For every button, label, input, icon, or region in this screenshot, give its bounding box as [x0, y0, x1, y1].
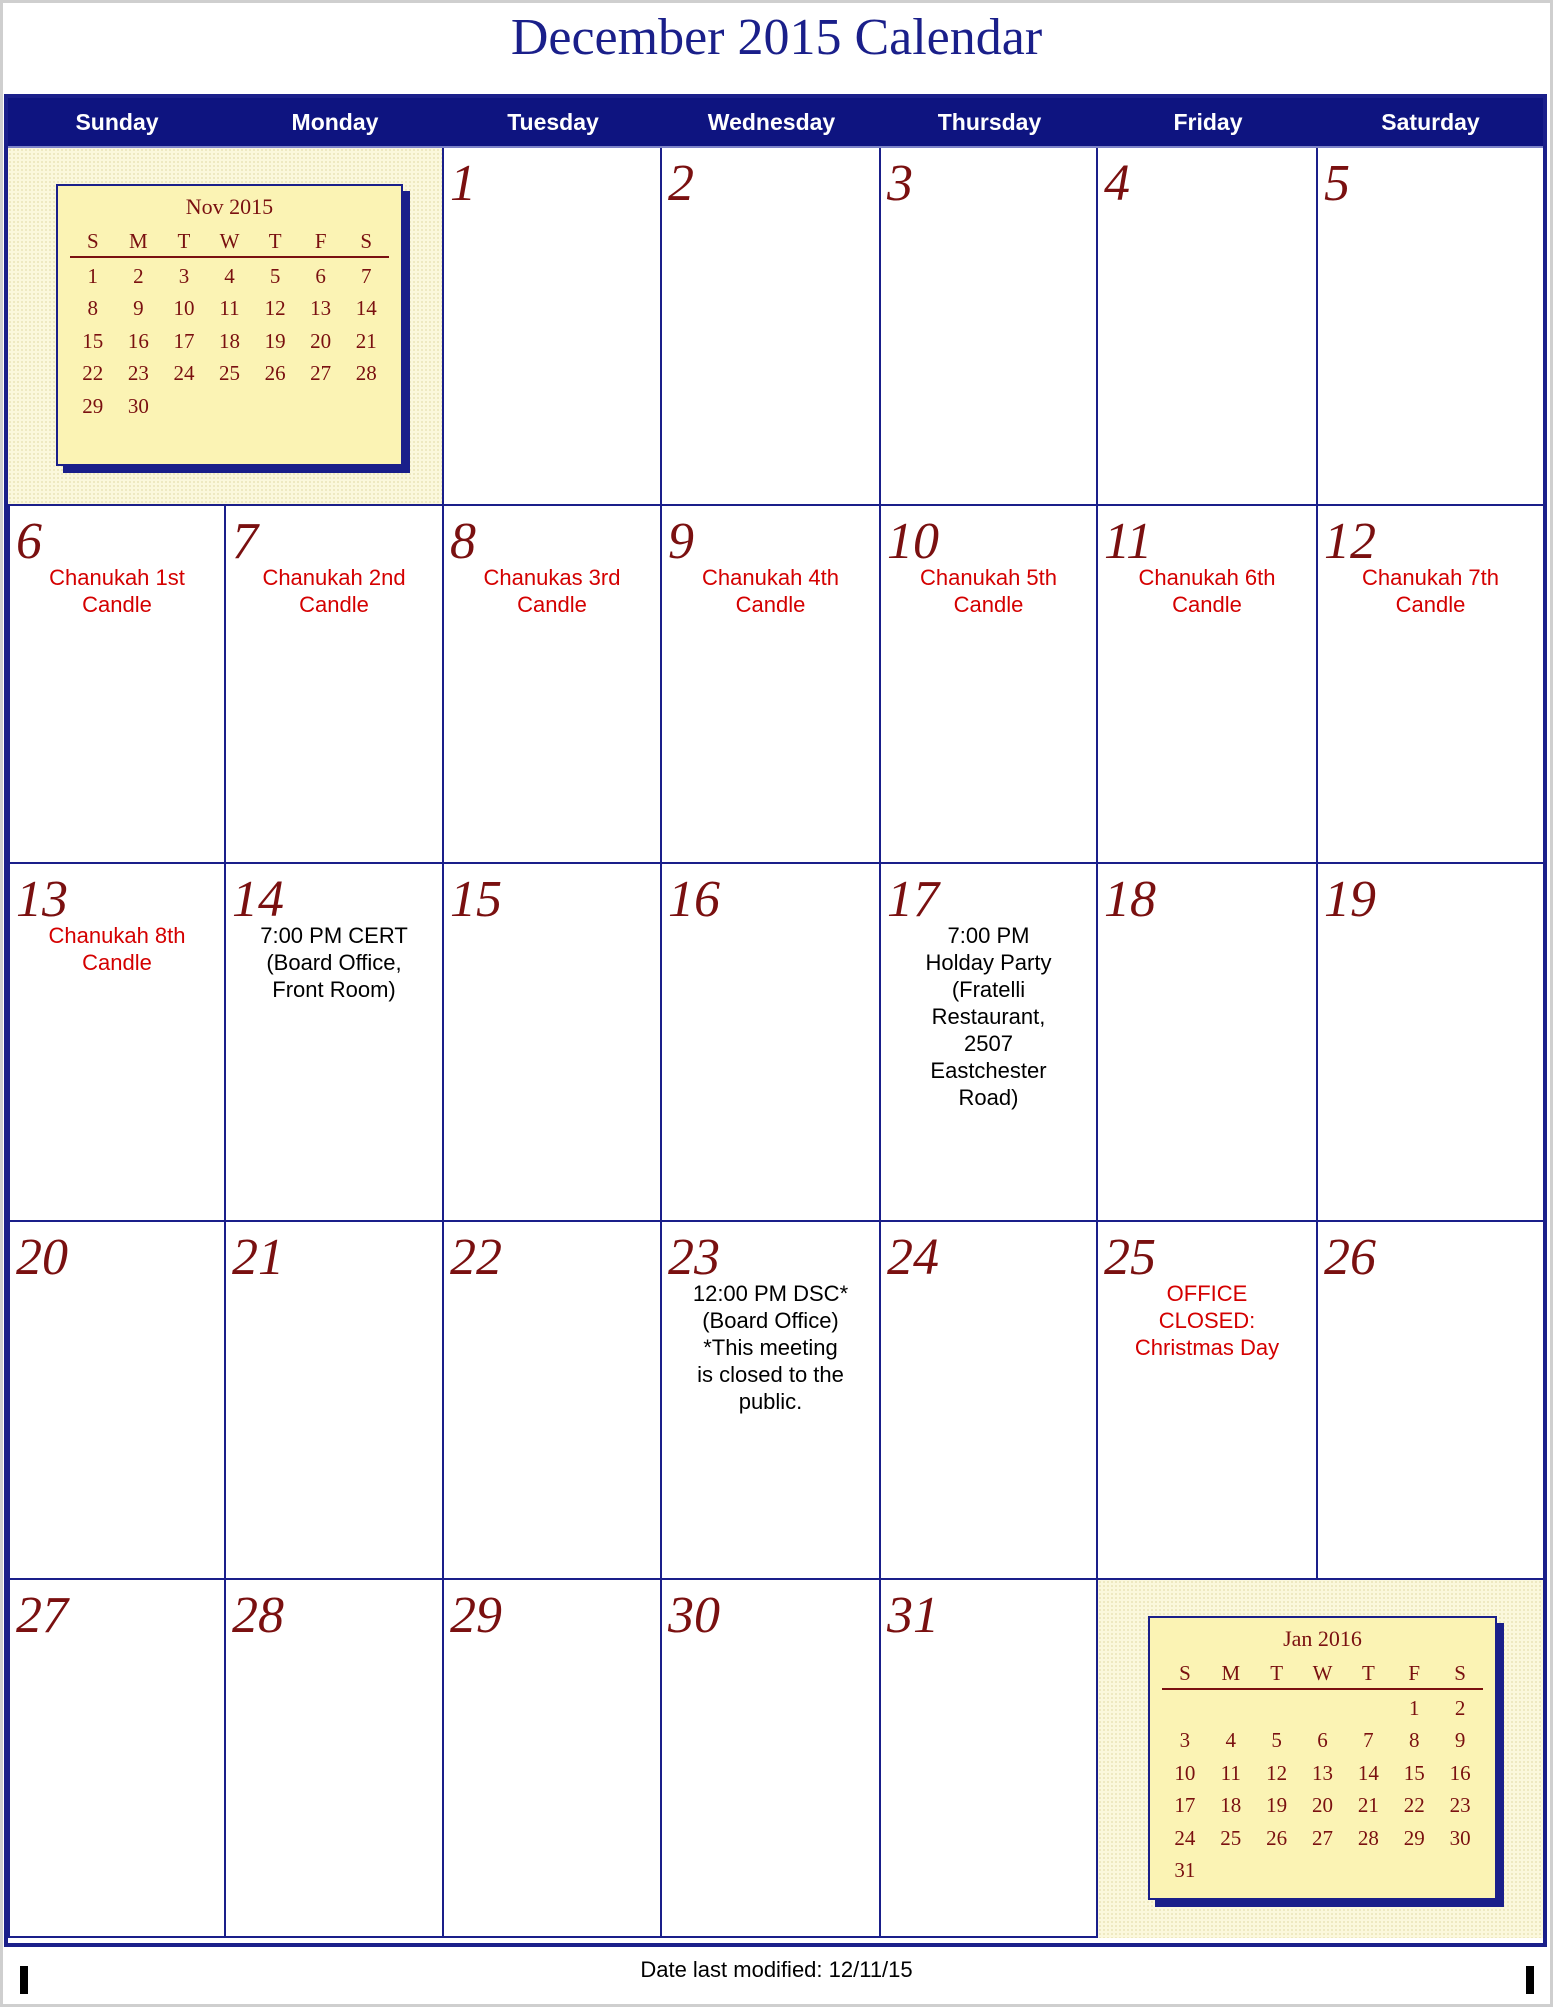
- day-number: 14: [232, 871, 284, 928]
- mini-calendar-day: 11: [219, 296, 240, 321]
- mini-calendar-weekday: S: [1179, 1660, 1191, 1685]
- mini-calendar-day: 1: [87, 263, 99, 288]
- day-number: 21: [232, 1229, 284, 1286]
- mini-calendar-week-row: [1162, 1725, 1483, 1758]
- mini-calendar-week-row: [1162, 1855, 1483, 1888]
- calendar-event: 7:00 PM CERT (Board Office, Front Room): [260, 923, 408, 1002]
- mini-calendar-day: 30: [1449, 1825, 1471, 1850]
- day-cell[interactable]: [8, 864, 226, 1222]
- prev-month-panel: [8, 148, 444, 506]
- day-cell[interactable]: [1318, 1222, 1543, 1580]
- mini-calendar-week-row: [70, 325, 389, 358]
- holiday-event: Chanukah 7th Candle: [1362, 565, 1499, 617]
- day-cell[interactable]: [662, 1222, 881, 1580]
- day-cell[interactable]: [226, 1580, 444, 1938]
- mini-calendar-weekday: T: [177, 228, 191, 253]
- mini-calendar-day: 16: [127, 328, 149, 353]
- day-number: 5: [1324, 155, 1350, 212]
- mini-calendar-day: 3: [1179, 1728, 1191, 1753]
- mini-calendar-day: 9: [1454, 1728, 1466, 1753]
- day-cell[interactable]: [226, 1222, 444, 1580]
- last-modified-footer: [0, 1950, 1553, 1990]
- weekday-monday: Monday: [291, 109, 379, 135]
- day-number: 15: [450, 871, 502, 928]
- calendar-event: 12:00 PM DSC* (Board Office) *This meeting is closed to the public.: [692, 1281, 849, 1414]
- weekday-tuesday: Tuesday: [507, 109, 599, 135]
- mini-calendar-day: 5: [1271, 1728, 1282, 1753]
- mini-calendar-day: 11: [1220, 1760, 1241, 1785]
- day-number: 23: [668, 1229, 720, 1286]
- left-edge-marker: [20, 1966, 28, 1994]
- day-cell[interactable]: [662, 1580, 881, 1938]
- day-number: 1: [450, 155, 476, 212]
- day-cell[interactable]: [444, 506, 662, 864]
- day-number: 11: [1104, 513, 1153, 570]
- day-number: 13: [16, 871, 68, 928]
- day-number: 25: [1104, 1229, 1156, 1286]
- mini-calendar-day: 21: [1357, 1793, 1379, 1818]
- mini-calendar-week-row: [70, 358, 389, 391]
- mini-calendar-weekday: T: [1361, 1660, 1375, 1685]
- day-cell[interactable]: [444, 148, 662, 506]
- day-cell[interactable]: [1318, 148, 1543, 506]
- mini-calendar-day: 22: [82, 361, 104, 386]
- day-number: 28: [232, 1587, 284, 1644]
- day-number: 18: [1104, 871, 1156, 928]
- mini-calendar-weekday: W: [1312, 1660, 1333, 1685]
- mini-calendar-title: Jan 2016: [1283, 1626, 1362, 1651]
- mini-calendar-day: 2: [1454, 1695, 1466, 1720]
- day-cell[interactable]: [444, 1580, 662, 1938]
- weekday-header: [8, 98, 1543, 148]
- mini-calendar-day: 6: [1317, 1728, 1328, 1753]
- mini-calendar-day: 14: [355, 296, 377, 321]
- mini-calendar-week-row: [70, 260, 389, 293]
- day-cell[interactable]: [444, 1222, 662, 1580]
- mini-calendar-day: 6: [315, 263, 326, 288]
- mini-calendar-grid: [1162, 1658, 1483, 1887]
- mini-calendar-week-row: [70, 293, 389, 326]
- holiday-event: Chanukah 8th Candle: [48, 923, 186, 975]
- day-cell[interactable]: [1098, 148, 1318, 506]
- mini-calendar-day: 14: [1357, 1760, 1379, 1785]
- mini-calendar-day: 17: [1174, 1793, 1196, 1818]
- mini-calendar-day: 7: [361, 263, 372, 288]
- day-number: 2: [668, 155, 694, 212]
- mini-calendar-day: 20: [1312, 1793, 1333, 1818]
- holiday-event: Chanukah 2nd Candle: [262, 565, 406, 617]
- mini-calendar-week-row: [1162, 1790, 1483, 1823]
- day-number: 4: [1104, 155, 1130, 212]
- mini-calendar-day: 30: [127, 393, 149, 418]
- mini-calendar-day: 25: [1220, 1825, 1242, 1850]
- mini-calendar-day: 9: [133, 296, 144, 321]
- day-number: 22: [450, 1229, 502, 1286]
- day-number: 3: [887, 155, 913, 212]
- mini-calendar-day: 15: [1403, 1760, 1425, 1785]
- mini-calendar-weekday: T: [268, 228, 282, 253]
- holiday-event: Chanukah 4th Candle: [702, 565, 839, 617]
- day-number: 30: [668, 1587, 720, 1644]
- day-cell[interactable]: [8, 506, 226, 864]
- mini-calendar-header-row: [1162, 1658, 1483, 1690]
- day-number: 9: [668, 513, 694, 570]
- mini-calendar-day: 23: [127, 361, 149, 386]
- mini-calendar-title: Nov 2015: [185, 194, 274, 219]
- day-cell[interactable]: [1098, 864, 1318, 1222]
- holiday-event: Chanukah 5th Candle: [920, 565, 1057, 617]
- mini-calendar-day: 12: [1266, 1760, 1288, 1785]
- holiday-event: Chanukah 6th Candle: [1138, 565, 1276, 617]
- mini-calendar-weekday: S: [1454, 1660, 1466, 1685]
- mini-calendar-week-row: [1162, 1692, 1483, 1725]
- mini-calendar-weekday: W: [219, 228, 240, 253]
- mini-calendar-day: 8: [1408, 1728, 1420, 1753]
- mini-calendar-grid: [70, 226, 389, 423]
- day-cell[interactable]: [8, 1222, 226, 1580]
- mini-calendar-day: 16: [1449, 1760, 1471, 1785]
- day-number: 26: [1324, 1229, 1376, 1286]
- mini-calendar-prev: [56, 184, 403, 466]
- mini-calendar-day: 29: [1403, 1825, 1425, 1850]
- day-number: 20: [16, 1229, 68, 1286]
- mini-calendar-day: 31: [1174, 1858, 1196, 1883]
- mini-calendar-day: 15: [82, 328, 104, 353]
- mini-calendar-day: 1: [1408, 1695, 1420, 1720]
- mini-calendar-day: 2: [133, 263, 144, 288]
- mini-calendar-day: 18: [1220, 1793, 1242, 1818]
- page-title: December 2015 Calendar: [510, 9, 1043, 66]
- day-cell[interactable]: [881, 148, 1098, 506]
- day-cell[interactable]: [662, 864, 881, 1222]
- last-modified-label: Date last modified: 12/11/15: [640, 1957, 913, 1982]
- mini-calendar-weekday: M: [1221, 1660, 1241, 1685]
- day-cell[interactable]: [226, 864, 444, 1222]
- mini-calendar-week-row: [1162, 1822, 1483, 1855]
- next-month-panel: [1098, 1580, 1543, 1938]
- day-cell[interactable]: [1098, 1222, 1318, 1580]
- mini-calendar-day: 29: [82, 393, 104, 418]
- mini-calendar-day: 22: [1403, 1793, 1425, 1818]
- holiday-event: OFFICE CLOSED: Christmas Day: [1134, 1281, 1280, 1360]
- day-cell[interactable]: [8, 1580, 226, 1938]
- mini-calendar-day: 28: [355, 361, 377, 386]
- day-cell[interactable]: [881, 864, 1098, 1222]
- weekday-wednesday: Wednesday: [707, 109, 836, 135]
- day-number: 12: [1324, 513, 1376, 570]
- mini-calendar-day: 27: [310, 361, 332, 386]
- day-number: 29: [450, 1587, 502, 1644]
- day-number: 24: [887, 1229, 939, 1286]
- mini-calendar-day: 4: [1225, 1728, 1237, 1753]
- day-cell[interactable]: [881, 1222, 1098, 1580]
- day-number: 6: [16, 513, 42, 570]
- weekday-thursday: Thursday: [937, 109, 1042, 135]
- mini-calendar-day: 24: [173, 361, 195, 386]
- mini-calendar-day: 21: [355, 328, 377, 353]
- mini-calendar-day: 28: [1357, 1825, 1379, 1850]
- day-number: 19: [1324, 871, 1376, 928]
- mini-calendar-day: 17: [173, 328, 195, 353]
- day-number: 8: [450, 513, 476, 570]
- day-cell[interactable]: [444, 864, 662, 1222]
- mini-calendar-day: 24: [1174, 1825, 1196, 1850]
- mini-calendar-weekday: T: [1270, 1660, 1284, 1685]
- mini-calendar-day: 27: [1312, 1825, 1333, 1850]
- mini-calendar-weekday: S: [86, 228, 99, 253]
- mini-calendar-day: 13: [310, 296, 332, 321]
- mini-calendar-day: 26: [1266, 1825, 1288, 1850]
- mini-calendar-weekday: F: [1408, 1660, 1421, 1685]
- calendar-event: 7:00 PM Holday Party (Fratelli Restaurant, 2507 Eastchester Road): [925, 923, 1052, 1110]
- mini-calendar-day: 7: [1363, 1728, 1374, 1753]
- mini-calendar-weekday: F: [314, 228, 327, 253]
- mini-calendar-day: 20: [310, 328, 332, 353]
- mini-calendar-day: 4: [224, 263, 235, 288]
- mini-calendar-day: 3: [178, 263, 190, 288]
- month-grid: [4, 94, 1547, 1947]
- mini-calendar-day: 18: [219, 328, 241, 353]
- day-cell[interactable]: [226, 506, 444, 864]
- day-cell[interactable]: [662, 506, 881, 864]
- mini-calendar-weekday: S: [360, 228, 373, 253]
- day-number: 31: [887, 1587, 939, 1644]
- mini-calendar-day: 10: [1174, 1760, 1196, 1785]
- right-edge-marker: [1526, 1966, 1534, 1994]
- mini-calendar-day: 12: [264, 296, 286, 321]
- day-cell[interactable]: [1318, 506, 1543, 864]
- weekday-friday: Friday: [1173, 109, 1243, 135]
- mini-calendar-next: [1148, 1616, 1497, 1900]
- mini-calendar-day: 26: [264, 361, 286, 386]
- holiday-event: Chanukas 3rd Candle: [483, 565, 621, 617]
- holiday-event: Chanukah 1st Candle: [49, 565, 185, 617]
- day-cell[interactable]: [1098, 506, 1318, 864]
- day-number: 16: [668, 871, 720, 928]
- mini-calendar-day: 8: [87, 296, 99, 321]
- weekday-saturday: Saturday: [1381, 109, 1480, 135]
- mini-calendar-weekday: M: [129, 228, 148, 253]
- mini-calendar-header-row: [70, 226, 389, 258]
- day-cell[interactable]: [881, 1580, 1098, 1938]
- day-number: 7: [232, 513, 258, 570]
- mini-calendar-day: 19: [1266, 1793, 1288, 1818]
- day-cell[interactable]: [662, 148, 881, 506]
- day-number: 27: [16, 1587, 68, 1644]
- mini-calendar-day: 19: [264, 328, 286, 353]
- mini-calendar-week-row: [70, 390, 389, 423]
- day-cell[interactable]: [1318, 864, 1543, 1222]
- mini-calendar-day: 13: [1312, 1760, 1333, 1785]
- mini-calendar-day: 25: [219, 361, 241, 386]
- mini-calendar-day: 5: [269, 263, 281, 288]
- mini-calendar-day: 10: [173, 296, 195, 321]
- weekday-sunday: Sunday: [75, 109, 159, 135]
- day-number: 10: [887, 513, 939, 570]
- day-cell[interactable]: [881, 506, 1098, 864]
- day-number: 17: [887, 871, 939, 928]
- mini-calendar-week-row: [1162, 1757, 1483, 1790]
- mini-calendar-day: 23: [1449, 1793, 1471, 1818]
